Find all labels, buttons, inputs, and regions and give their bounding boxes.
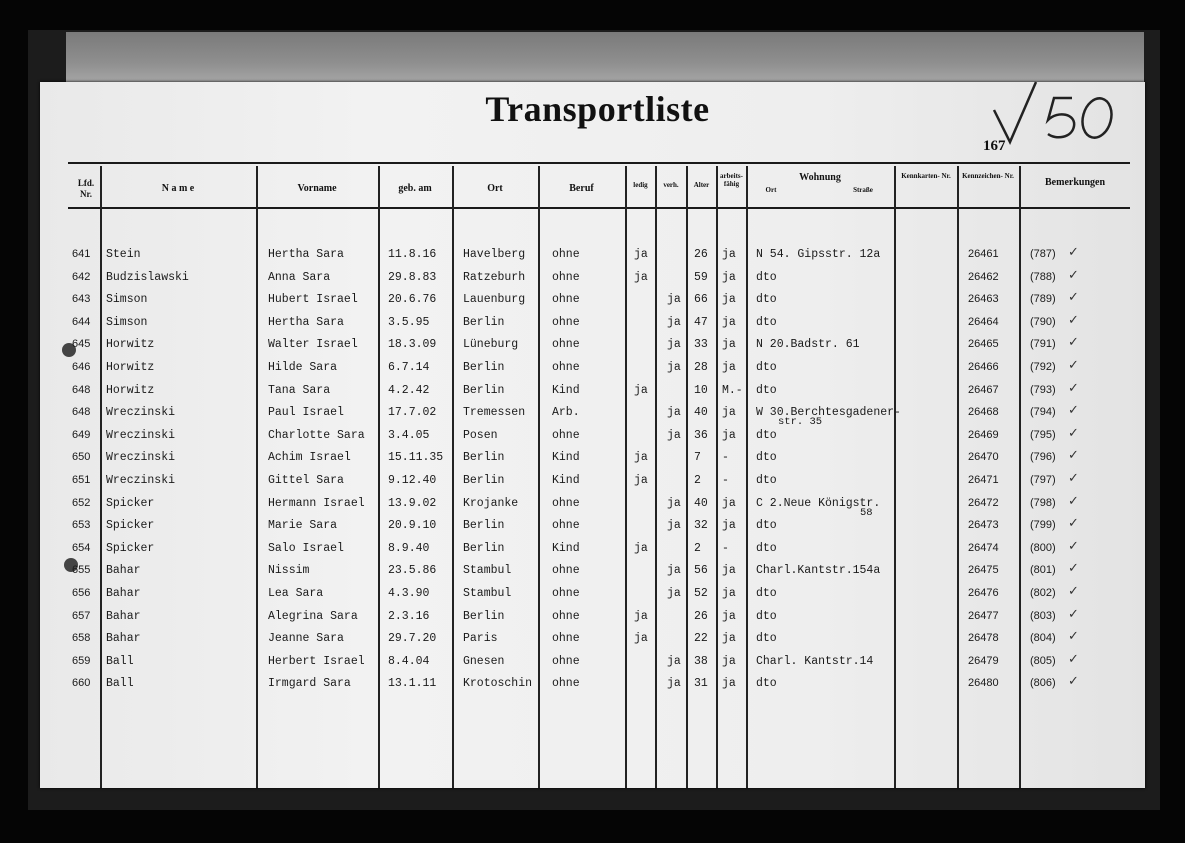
cell-arbeitsfaehig: ja [722, 587, 736, 600]
cell-wohnung: dto [756, 519, 777, 533]
cell-beruf: Kind [552, 541, 580, 555]
cell-alter: 66 [694, 293, 708, 307]
header-lfd-nr: Lfd. Nr. [77, 178, 95, 199]
cell-alter: 59 [694, 270, 708, 284]
cell-arbeitsfaehig: ja [722, 654, 736, 668]
cell-vorname: Alegrina Sara [268, 609, 358, 623]
cell-ort: Paris [463, 632, 498, 646]
cell-geb-am: 8.4.04 [388, 654, 430, 668]
cell-name: Stein [106, 248, 141, 261]
cell-bemerkungen: (801) [1030, 564, 1056, 577]
checkmark-icon: ✓ [1068, 493, 1079, 509]
cell-arbeitsfaehig: ja [722, 338, 736, 352]
header-wohnung: Wohnung [799, 172, 841, 183]
cell-bemerkungen: (799) [1030, 519, 1056, 532]
checkmark-icon: ✓ [1068, 448, 1079, 464]
cell-bemerkungen: (800) [1030, 541, 1056, 554]
cell-alter: 22 [694, 632, 708, 646]
cell-verh: ja [667, 677, 681, 691]
cell-alter: 26 [694, 248, 708, 261]
cell-wohnung-continued: str. 35 [778, 416, 823, 429]
checkmark-icon: ✓ [1068, 425, 1079, 441]
cell-bemerkungen: (788) [1030, 270, 1056, 283]
cell-geb-am: 4.3.90 [388, 587, 430, 600]
page-number: 167 [983, 138, 1006, 154]
cell-bemerkungen: (787) [1030, 248, 1056, 260]
cell-lfd-nr: 641 [72, 248, 91, 260]
checkmark-icon: ✓ [1068, 380, 1079, 396]
cell-alter: 26 [694, 609, 708, 623]
cell-kennzeichen-nr: 26473 [968, 519, 999, 532]
cell-arbeitsfaehig: - [722, 541, 729, 555]
cell-verh: ja [667, 406, 681, 420]
cell-kennzeichen-nr: 26470 [968, 451, 999, 464]
cell-lfd-nr: 652 [72, 496, 91, 509]
cell-name: Bahar [106, 587, 141, 600]
cell-arbeitsfaehig: ja [722, 519, 736, 533]
header-name: N a m e [161, 183, 195, 194]
cell-geb-am: 13.9.02 [388, 496, 437, 510]
cell-wohnung: N 20.Badstr. 61 [756, 338, 860, 352]
cell-kennzeichen-nr: 26461 [968, 248, 999, 260]
cell-beruf: ohne [552, 519, 580, 533]
cell-lfd-nr: 650 [72, 451, 91, 464]
cell-arbeitsfaehig: - [722, 474, 729, 487]
cell-beruf: ohne [552, 293, 580, 307]
checkmark-icon: ✓ [1068, 358, 1079, 373]
cell-name: Budzislawski [106, 270, 189, 284]
cell-name: Simson [106, 293, 148, 307]
cell-lfd-nr: 648 [72, 383, 91, 396]
cell-lfd-nr: 648 [72, 406, 91, 419]
cell-name: Wreczinski [106, 428, 176, 442]
cell-verh: ja [667, 654, 681, 668]
cell-verh: ja [667, 361, 681, 374]
cell-kennzeichen-nr: 26475 [968, 564, 999, 577]
cell-ort: Posen [463, 428, 498, 442]
cell-ledig: ja [634, 270, 648, 284]
handwritten-mark [992, 80, 1122, 150]
header-ledig: ledig [633, 181, 648, 189]
checkmark-icon: ✓ [1068, 606, 1079, 622]
cell-alter: 2 [694, 474, 701, 487]
cell-ledig: ja [634, 541, 648, 555]
cell-alter: 38 [694, 654, 708, 668]
header-geb-am: geb. am [398, 183, 432, 194]
cell-wohnung: dto [756, 428, 777, 442]
cell-lfd-nr: 654 [72, 541, 91, 554]
cell-ledig: ja [634, 632, 648, 646]
cell-name: Horwitz [106, 338, 155, 352]
cell-geb-am: 11.8.16 [388, 248, 437, 261]
header-arbeitsfaehig: arbeits- fähig [720, 172, 743, 188]
cell-arbeitsfaehig: ja [722, 428, 736, 442]
cell-wohnung: dto [756, 632, 777, 646]
cell-alter: 52 [694, 587, 708, 600]
cell-vorname: Charlotte Sara [268, 428, 365, 442]
cell-alter: 33 [694, 338, 708, 352]
cell-arbeitsfaehig: M.- [722, 383, 743, 397]
cell-bemerkungen: (803) [1030, 609, 1056, 622]
cell-beruf: ohne [552, 564, 580, 578]
cell-ort: Stambul [463, 587, 512, 600]
cell-arbeitsfaehig: ja [722, 496, 736, 510]
header-wohnung-ort: Ort [765, 186, 777, 194]
cell-geb-am: 20.9.10 [388, 519, 437, 533]
cell-vorname: Marie Sara [268, 519, 338, 533]
checkmark-icon: ✓ [1068, 561, 1079, 577]
cell-verh: ja [667, 564, 681, 578]
checkmark-icon: ✓ [1068, 584, 1079, 599]
cell-arbeitsfaehig: ja [722, 248, 736, 261]
cell-ort: Berlin [463, 541, 505, 555]
cell-geb-am: 3.5.95 [388, 315, 430, 329]
cell-wohnung: Charl. Kantstr.14 [756, 654, 874, 668]
cell-beruf: Kind [552, 383, 580, 397]
cell-bemerkungen: (802) [1030, 587, 1056, 599]
cell-lfd-nr: 645 [72, 338, 91, 351]
cell-verh: ja [667, 293, 681, 307]
cell-geb-am: 18.3.09 [388, 338, 437, 352]
checkmark-icon: ✓ [1068, 471, 1079, 486]
checkmark-icon: ✓ [1068, 651, 1079, 667]
cell-verh: ja [667, 496, 681, 510]
cell-wohnung: dto [756, 541, 777, 555]
cell-name: Bahar [106, 564, 141, 578]
checkmark-icon: ✓ [1068, 674, 1079, 690]
cell-beruf: ohne [552, 315, 580, 329]
cell-bemerkungen: (795) [1030, 428, 1056, 441]
header-verh: verh. [663, 181, 679, 189]
cell-kennzeichen-nr: 26468 [968, 406, 999, 419]
cell-alter: 40 [694, 496, 708, 510]
cell-ort: Berlin [463, 519, 505, 533]
cell-name: Wreczinski [106, 406, 176, 420]
cell-kennzeichen-nr: 26462 [968, 270, 999, 283]
cell-kennzeichen-nr: 26476 [968, 587, 999, 599]
cell-bemerkungen: (804) [1030, 632, 1056, 645]
cell-beruf: ohne [552, 428, 580, 442]
cell-name: Ball [106, 677, 134, 691]
cell-arbeitsfaehig: ja [722, 609, 736, 623]
cell-verh: ja [667, 519, 681, 533]
cell-kennzeichen-nr: 26465 [968, 338, 999, 351]
cell-lfd-nr: 653 [72, 519, 91, 532]
cell-vorname: Hertha Sara [268, 248, 344, 261]
cell-geb-am: 15.11.35 [388, 451, 444, 465]
cell-alter: 56 [694, 564, 708, 578]
cell-bemerkungen: (798) [1030, 496, 1056, 509]
cell-lfd-nr: 659 [72, 654, 91, 667]
cell-beruf: ohne [552, 654, 580, 668]
cell-vorname: Achim Israel [268, 451, 351, 465]
checkmark-icon: ✓ [1068, 403, 1079, 419]
cell-vorname: Hubert Israel [268, 293, 358, 307]
checkmark-icon: ✓ [1068, 267, 1079, 283]
cell-beruf: ohne [552, 338, 580, 352]
checkmark-icon: ✓ [1068, 629, 1079, 645]
cell-geb-am: 20.6.76 [388, 293, 437, 307]
cell-beruf: Kind [552, 451, 580, 465]
cell-name: Bahar [106, 609, 141, 623]
cell-lfd-nr: 657 [72, 609, 91, 622]
cell-lfd-nr: 660 [72, 677, 91, 690]
cell-vorname: Salo Israel [268, 541, 344, 555]
cell-ort: Berlin [463, 383, 505, 397]
cell-ort: Havelberg [463, 248, 526, 261]
cell-geb-am: 6.7.14 [388, 361, 430, 374]
cell-wohnung: dto [756, 383, 777, 397]
cell-arbeitsfaehig: ja [722, 361, 736, 374]
cell-beruf: ohne [552, 587, 580, 600]
checkmark-icon: ✓ [1068, 516, 1079, 532]
header-bemerkungen: Bemerkungen [1045, 177, 1105, 188]
cell-ort: Berlin [463, 609, 505, 623]
cell-arbeitsfaehig: ja [722, 315, 736, 329]
cell-bemerkungen: (791) [1030, 338, 1056, 351]
cell-lfd-nr: 658 [72, 632, 91, 645]
cell-beruf: ohne [552, 609, 580, 623]
cell-vorname: Hertha Sara [268, 315, 344, 329]
cell-wohnung: dto [756, 609, 777, 623]
cell-geb-am: 23.5.86 [388, 564, 437, 578]
cell-vorname: Gittel Sara [268, 474, 344, 487]
cell-lfd-nr: 651 [72, 474, 91, 486]
cell-verh: ja [667, 428, 681, 442]
cell-ledig: ja [634, 451, 648, 465]
cell-geb-am: 17.7.02 [388, 406, 437, 420]
cell-bemerkungen: (797) [1030, 474, 1056, 486]
cell-bemerkungen: (796) [1030, 451, 1056, 464]
cell-lfd-nr: 646 [72, 361, 91, 373]
cell-wohnung: dto [756, 293, 777, 307]
cell-wohnung: dto [756, 451, 777, 465]
cell-name: Horwitz [106, 361, 155, 374]
header-top-rule [68, 162, 1130, 164]
cell-kennzeichen-nr: 26469 [968, 428, 999, 441]
cell-arbeitsfaehig: ja [722, 270, 736, 284]
cell-name: Horwitz [106, 383, 155, 397]
cell-alter: 47 [694, 315, 708, 329]
cell-beruf: Arb. [552, 406, 580, 420]
cell-name: Simson [106, 315, 148, 329]
cell-lfd-nr: 643 [72, 293, 91, 306]
cell-ledig: ja [634, 383, 648, 397]
cell-vorname: Anna Sara [268, 270, 331, 284]
header-beruf: Beruf [569, 183, 594, 194]
cell-vorname: Hilde Sara [268, 361, 338, 374]
cell-geb-am: 9.12.40 [388, 474, 437, 487]
cell-kennzeichen-nr: 26479 [968, 654, 999, 667]
cell-bemerkungen: (792) [1030, 361, 1056, 373]
header-kennkarten-nr: Kennkarten- Nr. [901, 172, 951, 180]
cell-arbeitsfaehig: - [722, 451, 729, 465]
cell-ort: Krotoschin [463, 677, 533, 691]
header-ort: Ort [487, 183, 503, 194]
cell-kennzeichen-nr: 26478 [968, 632, 999, 645]
cell-name: Spicker [106, 541, 155, 555]
cell-ort: Lauenburg [463, 293, 526, 307]
cell-name: Wreczinski [106, 474, 176, 487]
cell-geb-am: 8.9.40 [388, 541, 430, 555]
cell-bemerkungen: (789) [1030, 293, 1056, 306]
cell-wohnung: dto [756, 474, 777, 487]
cell-geb-am: 3.4.05 [388, 428, 430, 442]
cell-vorname: Tana Sara [268, 383, 331, 397]
header-bottom-rule [68, 207, 1130, 209]
document-title: Transportliste [485, 89, 710, 129]
cell-alter: 32 [694, 519, 708, 533]
cell-alter: 2 [694, 541, 701, 555]
cell-ort: Berlin [463, 474, 505, 487]
cell-wohnung: dto [756, 270, 777, 284]
cell-ort: Berlin [463, 451, 505, 465]
cell-vorname: Jeanne Sara [268, 632, 344, 646]
cell-kennzeichen-nr: 26472 [968, 496, 999, 509]
cell-ort: Stambul [463, 564, 512, 578]
cell-lfd-nr: 655 [72, 564, 91, 577]
cell-ort: Lüneburg [463, 338, 519, 352]
cell-geb-am: 13.1.11 [388, 677, 437, 691]
cell-name: Ball [106, 654, 134, 668]
cell-vorname: Hermann Israel [268, 496, 365, 510]
cell-bemerkungen: (805) [1030, 654, 1056, 667]
cell-kennzeichen-nr: 26464 [968, 315, 999, 328]
cell-wohnung: dto [756, 361, 777, 374]
cell-beruf: ohne [552, 361, 580, 374]
cell-arbeitsfaehig: ja [722, 564, 736, 578]
cell-vorname: Irmgard Sara [268, 677, 351, 691]
cell-vorname: Herbert Israel [268, 654, 365, 668]
cell-arbeitsfaehig: ja [722, 293, 736, 307]
cell-alter: 7 [694, 451, 701, 465]
cell-vorname: Nissim [268, 564, 310, 578]
checkmark-icon: ✓ [1068, 290, 1079, 306]
cell-kennzeichen-nr: 26477 [968, 609, 999, 622]
cell-geb-am: 4.2.42 [388, 383, 430, 397]
cell-geb-am: 2.3.16 [388, 609, 430, 623]
header-vorname: Vorname [297, 183, 337, 194]
cell-ledig: ja [634, 248, 648, 261]
cell-wohnung-continued: 58 [860, 506, 873, 519]
cell-ort: Tremessen [463, 406, 526, 420]
cell-verh: ja [667, 338, 681, 352]
cell-ort: Krojanke [463, 496, 519, 510]
cell-verh: ja [667, 315, 681, 329]
cell-kennzeichen-nr: 26466 [968, 361, 999, 373]
cell-alter: 10 [694, 383, 708, 397]
cell-geb-am: 29.8.83 [388, 270, 437, 284]
scan-background [66, 32, 1144, 84]
checkmark-icon: ✓ [1068, 538, 1079, 554]
cell-wohnung: dto [756, 677, 777, 691]
cell-ort: Berlin [463, 361, 505, 374]
cell-wohnung: Charl.Kantstr.154a [756, 564, 881, 578]
cell-bemerkungen: (806) [1030, 677, 1056, 690]
cell-name: Wreczinski [106, 451, 176, 465]
cell-arbeitsfaehig: ja [722, 632, 736, 646]
cell-wohnung: C 2.Neue Königstr. [756, 496, 881, 510]
cell-vorname: Paul Israel [268, 406, 344, 420]
cell-lfd-nr: 649 [72, 428, 91, 441]
cell-lfd-nr: 642 [72, 270, 91, 283]
cell-ort: Berlin [463, 315, 505, 329]
cell-wohnung: W 30.Berchtesgadener- [756, 406, 901, 420]
cell-vorname: Walter Israel [268, 338, 358, 352]
checkmark-icon: ✓ [1068, 335, 1079, 351]
cell-ledig: ja [634, 474, 648, 487]
cell-alter: 31 [694, 677, 708, 691]
cell-ort: Ratzeburh [463, 270, 526, 284]
cell-beruf: ohne [552, 677, 580, 691]
cell-kennzeichen-nr: 26474 [968, 541, 999, 554]
header-wohnung-strasse: Straße [853, 186, 873, 194]
cell-alter: 28 [694, 361, 708, 374]
cell-bemerkungen: (793) [1030, 383, 1056, 396]
cell-arbeitsfaehig: ja [722, 406, 736, 420]
checkmark-icon: ✓ [1068, 245, 1079, 260]
cell-beruf: ohne [552, 270, 580, 284]
cell-wohnung: dto [756, 587, 777, 600]
cell-ledig: ja [634, 609, 648, 623]
cell-bemerkungen: (790) [1030, 315, 1056, 328]
cell-vorname: Lea Sara [268, 587, 324, 600]
cell-kennzeichen-nr: 26463 [968, 293, 999, 306]
cell-geb-am: 29.7.20 [388, 632, 437, 646]
cell-name: Bahar [106, 632, 141, 646]
cell-bemerkungen: (794) [1030, 406, 1056, 419]
cell-name: Spicker [106, 519, 155, 533]
cell-kennzeichen-nr: 26467 [968, 383, 999, 396]
cell-lfd-nr: 644 [72, 315, 91, 328]
cell-alter: 40 [694, 406, 708, 420]
header-kennzeichen-nr: Kennzeichen- Nr. [962, 172, 1014, 180]
cell-alter: 36 [694, 428, 708, 442]
cell-wohnung: N 54. Gipsstr. 12a [756, 248, 881, 261]
cell-lfd-nr: 656 [72, 587, 91, 599]
cell-beruf: ohne [552, 248, 580, 261]
cell-ort: Gnesen [463, 654, 505, 668]
cell-wohnung: dto [756, 315, 777, 329]
cell-arbeitsfaehig: ja [722, 677, 736, 691]
header-alter: Alter [693, 181, 710, 189]
cell-kennzeichen-nr: 26480 [968, 677, 999, 690]
cell-beruf: ohne [552, 496, 580, 510]
cell-beruf: ohne [552, 632, 580, 646]
cell-name: Spicker [106, 496, 155, 510]
cell-kennzeichen-nr: 26471 [968, 474, 999, 486]
checkmark-icon: ✓ [1068, 312, 1079, 328]
cell-beruf: Kind [552, 474, 580, 487]
cell-verh: ja [667, 587, 681, 600]
